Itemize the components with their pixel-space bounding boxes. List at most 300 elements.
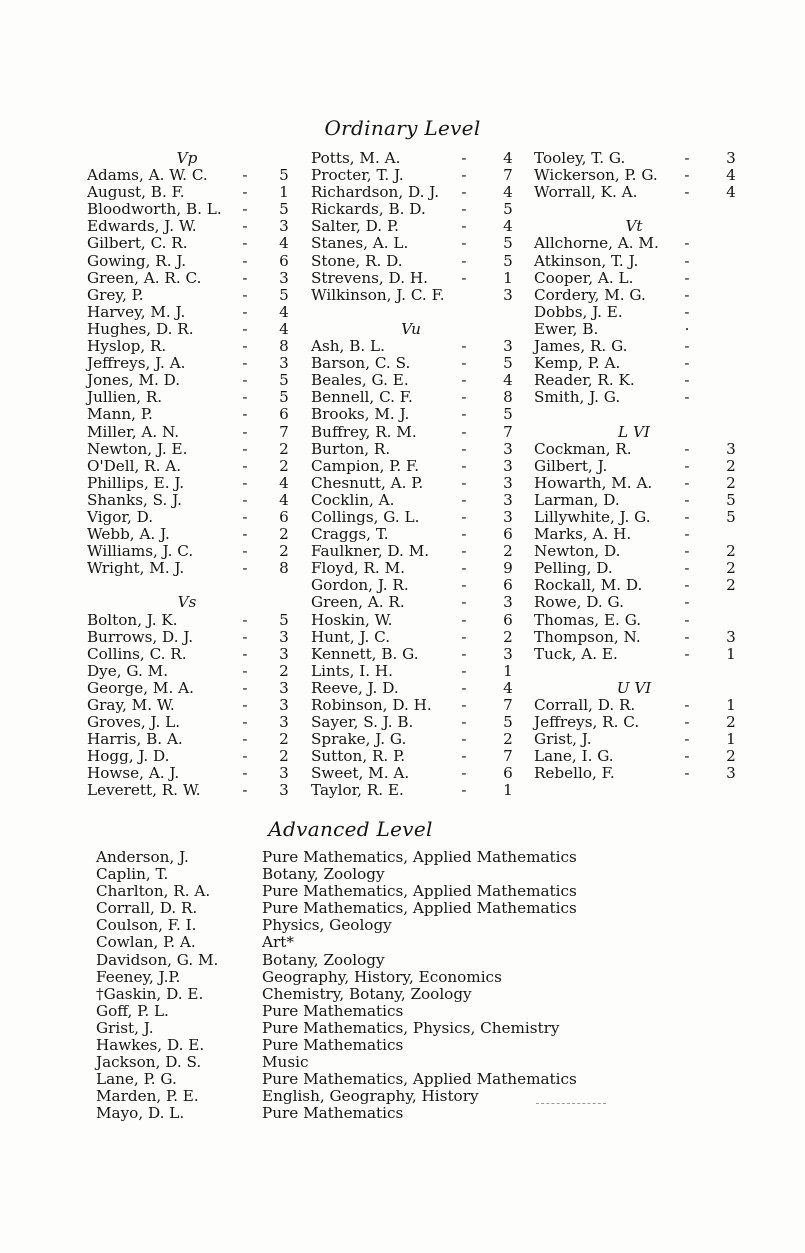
- student-name: Barson, C. S.: [311, 354, 411, 373]
- result-row: [311, 270, 521, 287]
- leader-dash: -: [461, 388, 467, 407]
- pass-count: 5: [503, 251, 513, 270]
- leader-dash: -: [242, 525, 248, 544]
- student-name: Goff, P. L.: [96, 1001, 169, 1020]
- leader-dash: -: [461, 405, 467, 424]
- leader-dash: -: [242, 405, 248, 424]
- leader-dash: -: [242, 764, 248, 783]
- result-row: [311, 167, 521, 184]
- student-name: Webb, A. J.: [87, 525, 170, 544]
- result-row: [87, 646, 297, 663]
- student-name: Collins, C. R.: [87, 644, 187, 663]
- leader-dash: -: [461, 747, 467, 766]
- student-name: Hyslop, R.: [87, 337, 167, 356]
- leader-dash: -: [461, 661, 467, 680]
- form-heading-label: Vp: [176, 149, 198, 167]
- result-row: [534, 560, 744, 577]
- leader-dash: -: [461, 473, 467, 492]
- result-row: [87, 680, 297, 697]
- column-3: [534, 150, 744, 782]
- leader-dash: -: [242, 354, 248, 373]
- pass-count: 1: [726, 696, 736, 714]
- student-name: Ewer, B.: [534, 319, 599, 338]
- form-heading: [87, 150, 297, 167]
- student-name: Lillywhite, J. G.: [534, 507, 651, 526]
- result-row: [534, 629, 744, 646]
- student-name: Bloodworth, B. L.: [87, 200, 222, 219]
- leader-dash: -: [461, 422, 467, 441]
- leader-dash: -: [242, 371, 248, 390]
- result-row: [311, 253, 521, 270]
- result-row: [311, 492, 521, 509]
- student-name: Howse, A. J.: [87, 764, 180, 783]
- spacer: [534, 663, 744, 680]
- result-row: [311, 218, 521, 235]
- student-name: Adams, A. W. C.: [87, 166, 208, 185]
- student-name: Anderson, J.: [96, 848, 189, 866]
- pass-count: 3: [279, 627, 289, 646]
- form-heading: [534, 680, 744, 697]
- student-name: Cordery, M. G.: [534, 285, 646, 304]
- result-row: [534, 441, 744, 458]
- pass-count: 2: [726, 456, 736, 475]
- pass-count: 3: [503, 456, 513, 475]
- student-name: Shanks, S. J.: [87, 490, 182, 509]
- result-row: [311, 355, 521, 372]
- student-name: Wright, M. J.: [87, 559, 185, 578]
- result-row: [87, 235, 297, 252]
- student-name: Rowe, D. G.: [534, 593, 624, 612]
- student-name: Edwards, J. W.: [87, 217, 197, 236]
- result-row: [87, 270, 297, 287]
- pass-count: 2: [726, 713, 736, 732]
- student-name: Groves, J. L.: [87, 713, 181, 732]
- student-name: Rebello, F.: [534, 764, 615, 783]
- pass-count: 3: [503, 285, 513, 304]
- pass-count: 7: [503, 696, 513, 714]
- pass-count: 2: [726, 747, 736, 766]
- student-name: Grist, J.: [534, 730, 592, 749]
- leader-dash: -: [461, 576, 467, 595]
- leader-dash: -: [242, 200, 248, 219]
- leader-dash: -: [684, 354, 690, 373]
- leader-dash: -: [461, 166, 467, 185]
- pass-count: 6: [503, 610, 513, 629]
- leader-dash: -: [684, 764, 690, 783]
- student-name: Sweet, M. A.: [311, 764, 410, 783]
- pass-count: 3: [279, 696, 289, 714]
- result-row: [87, 406, 297, 423]
- result-row: [87, 509, 297, 526]
- leader-dash: -: [242, 456, 248, 475]
- leader-dash: -: [461, 696, 467, 714]
- student-name: Burton, R.: [311, 439, 391, 458]
- pass-count: 6: [503, 576, 513, 595]
- result-row: [87, 748, 297, 765]
- student-name: Gilbert, C. R.: [87, 234, 188, 253]
- student-name: Bolton, J. K.: [87, 610, 178, 629]
- result-row: [87, 372, 297, 389]
- result-row: [87, 321, 297, 338]
- student-name: Lane, P. G.: [96, 1070, 177, 1089]
- result-row: [311, 406, 521, 423]
- pass-count: 3: [503, 507, 513, 526]
- pass-count: 4: [503, 149, 513, 167]
- result-row: [311, 201, 521, 218]
- subjects-passed: Pure Mathematics, Applied Mathematics: [262, 1070, 577, 1089]
- form-heading-label: L VI: [618, 422, 650, 441]
- student-name: George, M. A.: [87, 678, 194, 697]
- student-name: Burrows, D. J.: [87, 627, 194, 646]
- student-name: Reeve, J. D.: [311, 678, 399, 697]
- pass-count: 3: [726, 149, 736, 167]
- result-row: [311, 680, 521, 697]
- pass-count: 9: [503, 559, 513, 578]
- leader-dash: -: [242, 439, 248, 458]
- leader-dash: -: [242, 730, 248, 749]
- student-name: Craggs, T.: [311, 525, 389, 544]
- pass-count: 3: [279, 764, 289, 783]
- pass-count: 3: [503, 644, 513, 663]
- result-row: [87, 201, 297, 218]
- form-heading: [534, 424, 744, 441]
- result-row: [87, 731, 297, 748]
- student-name: Dobbs, J. E.: [534, 302, 623, 321]
- subjects-passed: Geography, History, Economics: [262, 967, 502, 986]
- leader-dash: -: [684, 456, 690, 475]
- pass-count: 4: [279, 302, 289, 321]
- pass-count: 4: [503, 183, 513, 202]
- pass-count: 5: [726, 507, 736, 526]
- leader-dash: -: [461, 610, 467, 629]
- student-name: Gilbert, J.: [534, 456, 608, 475]
- pass-count: 5: [279, 166, 289, 185]
- result-row: [534, 389, 744, 406]
- result-row: [311, 748, 521, 765]
- leader-dash: -: [242, 661, 248, 680]
- student-name: Hawkes, D. E.: [96, 1036, 205, 1055]
- pass-count: 6: [279, 251, 289, 270]
- result-row: [87, 629, 297, 646]
- pass-count: 6: [503, 764, 513, 783]
- leader-dash: -: [242, 713, 248, 732]
- pass-count: 3: [503, 490, 513, 509]
- pass-count: 2: [726, 559, 736, 578]
- pass-count: 3: [726, 439, 736, 458]
- result-row: [87, 355, 297, 372]
- leader-dash: -: [461, 593, 467, 612]
- leader-dash: -: [461, 268, 467, 287]
- result-row: [534, 235, 744, 252]
- result-row: [311, 372, 521, 389]
- leader-dash: -: [461, 730, 467, 749]
- result-row: [87, 167, 297, 184]
- leader-dash: -: [684, 593, 690, 612]
- form-heading: [311, 321, 521, 338]
- student-name: Rockall, M. D.: [534, 576, 643, 595]
- student-name: Campion, P. F.: [311, 456, 420, 475]
- student-name: Lints, I. H.: [311, 661, 394, 680]
- student-name: O'Dell, R. A.: [87, 456, 182, 475]
- subjects-passed: Pure Mathematics, Applied Mathematics: [262, 882, 577, 901]
- result-row: [534, 338, 744, 355]
- result-row: [311, 782, 521, 799]
- result-row: [534, 321, 744, 338]
- pass-count: 2: [279, 747, 289, 766]
- student-name: Cooper, A. L.: [534, 268, 634, 287]
- leader-dash: -: [684, 302, 690, 321]
- result-row: [534, 697, 744, 714]
- result-row: [87, 389, 297, 406]
- result-row: [311, 526, 521, 543]
- pass-count: 5: [726, 490, 736, 509]
- result-row: [311, 424, 521, 441]
- subjects-passed: Chemistry, Botany, Zoology: [262, 984, 472, 1003]
- student-name: Dye, G. M.: [87, 661, 169, 680]
- pass-count: 2: [726, 473, 736, 492]
- student-name: Collings, G. L.: [311, 507, 420, 526]
- result-row: [311, 594, 521, 611]
- leader-dash: -: [461, 149, 467, 167]
- pass-count: 5: [503, 713, 513, 732]
- result-row: [534, 577, 744, 594]
- pass-count: 8: [503, 388, 513, 407]
- leader-dash: -: [461, 234, 467, 253]
- student-name: Strevens, D. H.: [311, 268, 428, 287]
- pass-count: 2: [279, 661, 289, 680]
- student-name: Corrall, D. R.: [96, 899, 198, 918]
- pass-count: 2: [503, 730, 513, 749]
- student-name: Robinson, D. H.: [311, 696, 432, 714]
- student-name: Chesnutt, A. P.: [311, 473, 424, 492]
- result-row: [311, 543, 521, 560]
- pass-count: 3: [279, 678, 289, 697]
- subjects-passed: Pure Mathematics: [262, 1001, 404, 1020]
- column-2: [311, 150, 521, 800]
- result-row: [311, 287, 521, 304]
- result-row: [87, 612, 297, 629]
- leader-dash: -: [461, 490, 467, 509]
- advanced-level-heading: Advanced Level: [268, 817, 433, 841]
- leader-dash: -: [242, 473, 248, 492]
- leader-dash: -: [242, 559, 248, 578]
- student-name: Potts, M. A.: [311, 149, 401, 167]
- student-name: Buffrey, R. M.: [311, 422, 417, 441]
- leader-dash: -: [242, 268, 248, 287]
- pass-count: 3: [726, 627, 736, 646]
- pass-count: 7: [503, 166, 513, 185]
- result-row: [534, 270, 744, 287]
- student-name: Gray, M. W.: [87, 696, 175, 714]
- leader-dash: -: [461, 559, 467, 578]
- pass-count: 3: [726, 764, 736, 783]
- pass-count: 2: [279, 542, 289, 561]
- student-name: Newton, D.: [534, 542, 621, 561]
- pass-count: 3: [279, 781, 289, 800]
- pass-count: 2: [726, 542, 736, 561]
- subjects-passed: Pure Mathematics: [262, 1036, 404, 1055]
- spacer: [534, 406, 744, 423]
- pass-count: 1: [726, 730, 736, 749]
- student-name: Gordon, J. R.: [311, 576, 409, 595]
- student-name: Williams, J. C.: [87, 542, 194, 561]
- result-row: [534, 646, 744, 663]
- result-row: [534, 543, 744, 560]
- result-row: [87, 304, 297, 321]
- student-name: Grist, J.: [96, 1018, 154, 1037]
- result-row: [534, 492, 744, 509]
- form-heading-label: Vu: [401, 319, 421, 338]
- leader-dash: -: [684, 149, 690, 167]
- student-name: Cowlan, P. A.: [96, 933, 196, 952]
- result-row: [534, 150, 744, 167]
- result-row: [311, 765, 521, 782]
- student-name: Caplin, T.: [96, 865, 169, 884]
- leader-dash: -: [242, 422, 248, 441]
- leader-dash: -: [461, 644, 467, 663]
- student-name: Worrall, K. A.: [534, 183, 638, 202]
- leader-dash: -: [684, 473, 690, 492]
- leader-dash: -: [242, 542, 248, 561]
- pass-count: 8: [279, 559, 289, 578]
- student-name: Richardson, D. J.: [311, 183, 440, 202]
- student-name: Procter, T. J.: [311, 166, 404, 185]
- pass-count: 4: [279, 473, 289, 492]
- leader-dash: -: [684, 627, 690, 646]
- leader-dash: -: [242, 696, 248, 714]
- pass-count: 3: [279, 354, 289, 373]
- ordinary-level-heading: Ordinary Level: [324, 116, 481, 140]
- column-1: [87, 150, 297, 800]
- student-name: Hughes, D. R.: [87, 319, 194, 338]
- student-name: Allchorne, A. M.: [534, 234, 659, 253]
- student-name: Wickerson, P. G.: [534, 166, 658, 185]
- result-row: [87, 492, 297, 509]
- leader-dash: -: [684, 576, 690, 595]
- pass-count: 5: [279, 200, 289, 219]
- pass-count: 3: [503, 593, 513, 612]
- student-name: Cocklin, A.: [311, 490, 395, 509]
- leader-dash: -: [461, 542, 467, 561]
- result-row: [311, 458, 521, 475]
- leader-dash: -: [684, 542, 690, 561]
- subjects-passed: Pure Mathematics, Applied Mathematics: [262, 899, 577, 918]
- pass-count: 3: [279, 713, 289, 732]
- leader-dash: -: [684, 268, 690, 287]
- result-row: [87, 526, 297, 543]
- result-row: [87, 697, 297, 714]
- result-row: [534, 184, 744, 201]
- result-row: [534, 253, 744, 270]
- student-name: Jeffreys, J. A.: [87, 354, 186, 373]
- leader-dash: -: [461, 764, 467, 783]
- pass-count: 1: [503, 781, 513, 800]
- pass-count: 5: [503, 405, 513, 424]
- student-name: Miller, A. N.: [87, 422, 180, 441]
- leader-dash: -: [242, 747, 248, 766]
- pass-count: 5: [279, 388, 289, 407]
- result-row: [87, 475, 297, 492]
- leader-dash: -: [242, 217, 248, 236]
- result-row: [311, 560, 521, 577]
- subjects-passed: Physics, Geology: [262, 916, 392, 935]
- leader-dash: ·: [684, 319, 690, 338]
- result-row: [311, 150, 521, 167]
- spacer: [534, 201, 744, 218]
- student-name: Atkinson, T. J.: [534, 251, 639, 270]
- subjects-passed: English, Geography, History: [262, 1087, 479, 1106]
- leader-dash: -: [242, 507, 248, 526]
- result-row: [311, 184, 521, 201]
- student-name: Taylor, R. E.: [311, 781, 404, 800]
- pass-count: 3: [279, 217, 289, 236]
- student-name: Harvey, M. J.: [87, 302, 186, 321]
- leader-dash: -: [461, 678, 467, 697]
- pass-count: 3: [503, 473, 513, 492]
- pass-count: 2: [503, 627, 513, 646]
- leader-dash: -: [461, 781, 467, 800]
- result-row: [534, 714, 744, 731]
- result-row: [87, 543, 297, 560]
- pass-count: 2: [503, 542, 513, 561]
- form-heading-label: Vs: [177, 593, 197, 612]
- student-name: James, R. G.: [534, 337, 628, 356]
- student-name: Bennell, C. F.: [311, 388, 413, 407]
- result-row: [87, 441, 297, 458]
- leader-dash: -: [461, 183, 467, 202]
- leader-dash: -: [684, 285, 690, 304]
- student-name: Jones, M. D.: [87, 371, 181, 390]
- student-name: Kennett, B. G.: [311, 644, 419, 663]
- student-name: Howarth, M. A.: [534, 473, 653, 492]
- pass-count: 7: [279, 422, 289, 441]
- pass-count: 4: [503, 678, 513, 697]
- student-name: Kemp, P. A.: [534, 354, 621, 373]
- student-name: Green, A. R. C.: [87, 268, 202, 287]
- leader-dash: -: [461, 354, 467, 373]
- student-name: Hogg, J. D.: [87, 747, 170, 766]
- student-name: Ash, B. L.: [311, 337, 385, 356]
- result-row: [311, 714, 521, 731]
- pass-count: 3: [503, 439, 513, 458]
- result-row: [87, 458, 297, 475]
- student-name: Green, A. R.: [311, 593, 405, 612]
- leader-dash: -: [684, 490, 690, 509]
- dashed-rule: [536, 1103, 606, 1105]
- leader-dash: -: [242, 644, 248, 663]
- result-row: [534, 167, 744, 184]
- pass-count: 4: [503, 217, 513, 236]
- leader-dash: -: [242, 251, 248, 270]
- student-name: Jullien, R.: [87, 388, 163, 407]
- leader-dash: -: [242, 183, 248, 202]
- student-name: Tooley, T. G.: [534, 149, 626, 167]
- student-name: Sayer, S. J. B.: [311, 713, 414, 732]
- subjects-passed: Pure Mathematics, Applied Mathematics: [262, 848, 577, 866]
- student-name: Hoskin, W.: [311, 610, 393, 629]
- leader-dash: -: [684, 166, 690, 185]
- leader-dash: -: [684, 696, 690, 714]
- leader-dash: -: [684, 234, 690, 253]
- student-name: Tuck, A. E.: [534, 644, 618, 663]
- subjects-passed: Art*: [262, 933, 294, 952]
- subjects-passed: Music: [262, 1053, 309, 1072]
- leader-dash: -: [684, 747, 690, 766]
- pass-count: 3: [503, 337, 513, 356]
- leader-dash: -: [242, 678, 248, 697]
- pass-count: 5: [503, 200, 513, 219]
- result-row: [311, 731, 521, 748]
